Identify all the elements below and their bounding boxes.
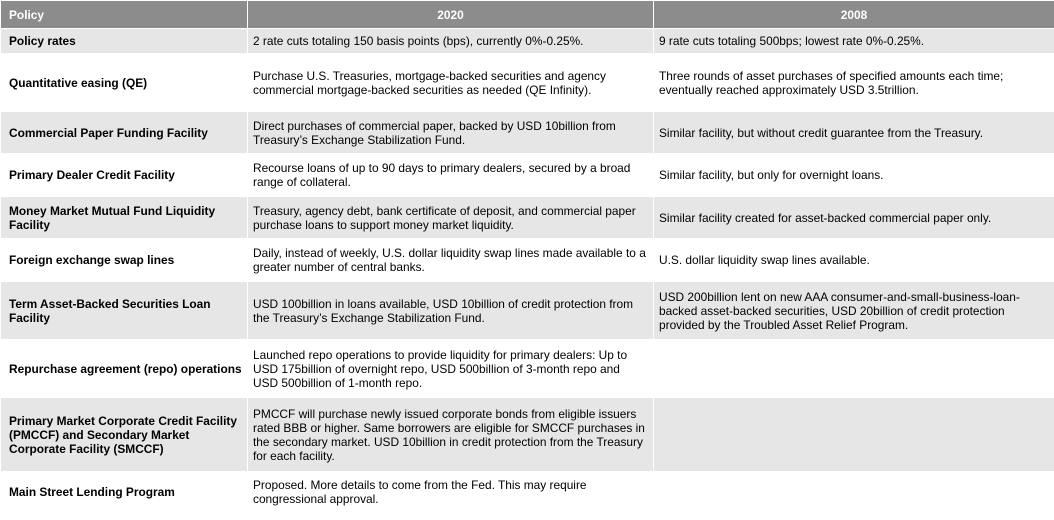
table-row	[1, 239, 1054, 282]
cell-2008: Three rounds of asset purchases of specified amounts each time; eventually reached approximately USD 3.5trillion.	[654, 54, 1054, 112]
cell-2008: Similar facility created for asset-backed commercial paper only.	[654, 197, 1054, 239]
table-row	[1, 472, 1054, 513]
cell-2008: USD 200billion lent on new AAA consumer-and-small-business-loan-backed asset-backed securities, USD 20billion of credit protection provided by the Troubled Asset Relief Program.	[654, 282, 1054, 340]
policy-cell: Term Asset-Backed Securities Loan Facility	[1, 282, 248, 340]
cell-2020: Daily, instead of weekly, U.S. dollar liquidity swap lines made available to a greater number of central banks.	[248, 239, 654, 282]
cell-2020: Direct purchases of commercial paper, backed by USD 10billion from Treasury’s Exchange Stabilization Fund.	[248, 112, 654, 154]
table-row	[1, 197, 1054, 239]
policy-cell: Repurchase agreement (repo) operations	[1, 340, 248, 398]
table-row	[1, 29, 1054, 54]
cell-2020: Treasury, agency debt, bank certificate of deposit, and commercial paper purchase loans to support money market liquidity.	[248, 197, 654, 239]
table-row	[1, 112, 1054, 154]
table-row	[1, 398, 1054, 472]
table-row	[1, 282, 1054, 340]
cell-2008	[654, 472, 1054, 513]
cell-2008	[654, 398, 1054, 472]
cell-2020: USD 100billion in loans available, USD 10billion of credit protection from the Treasury’s Exchange Stabilization Fund.	[248, 282, 654, 340]
table-row	[1, 340, 1054, 398]
header-policy: Policy	[1, 1, 248, 29]
cell-2020: Launched repo operations to provide liquidity for primary dealers: Up to USD 175billion of overnight repo, USD 500billion of 3-month repo and USD 500billion of 1-month repo.	[248, 340, 654, 398]
cell-2008: U.S. dollar liquidity swap lines available.	[654, 239, 1054, 282]
policy-cell: Money Market Mutual Fund Liquidity Facility	[1, 197, 248, 239]
cell-2020: Recourse loans of up to 90 days to primary dealers, secured by a broad range of collateral.	[248, 154, 654, 197]
table-header-row	[1, 1, 1054, 29]
policy-cell: Commercial Paper Funding Facility	[1, 112, 248, 154]
cell-2008	[654, 340, 1054, 398]
header-2020: 2020	[248, 1, 654, 29]
cell-2020: 2 rate cuts totaling 150 basis points (bps), currently 0%-0.25%.	[248, 29, 654, 54]
policy-cell: Policy rates	[1, 29, 248, 54]
policy-cell: Main Street Lending Program	[1, 472, 248, 513]
cell-2020: Proposed. More details to come from the Fed. This may require congressional approval.	[248, 472, 654, 513]
cell-2008: Similar facility, but only for overnight loans.	[654, 154, 1054, 197]
policy-cell: Primary Market Corporate Credit Facility (PMCCF) and Secondary Market Corporate Facility (SMCCF)	[1, 398, 248, 472]
cell-2020: PMCCF will purchase newly issued corporate bonds from eligible issuers rated BBB or higher. Same borrowers are eligible for SMCCF purchases in the secondary market. USD 10billion in credit protection from the Treasury for each facility.	[248, 398, 654, 472]
table-row	[1, 154, 1054, 197]
policy-cell: Primary Dealer Credit Facility	[1, 154, 248, 197]
table-row	[1, 54, 1054, 112]
cell-2008: Similar facility, but without credit guarantee from the Treasury.	[654, 112, 1054, 154]
cell-2008: 9 rate cuts totaling 500bps; lowest rate 0%-0.25%.	[654, 29, 1054, 54]
header-2008: 2008	[654, 1, 1054, 29]
policy-cell: Quantitative easing (QE)	[1, 54, 248, 112]
cell-2020: Purchase U.S. Treasuries, mortgage-backed securities and agency commercial mortgage-backed securities as needed (QE Infinity).	[248, 54, 654, 112]
policy-cell: Foreign exchange swap lines	[1, 239, 248, 282]
